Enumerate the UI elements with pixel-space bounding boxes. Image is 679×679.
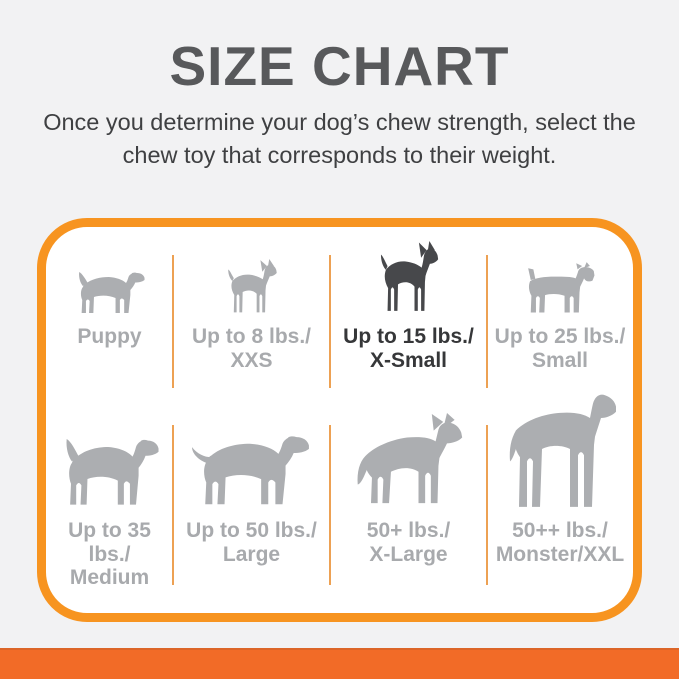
shepherd-dog-icon <box>352 413 466 511</box>
size-label-medium <box>46 519 173 590</box>
subtitle-line-1: Once you determine your dog’s chew strength, select the <box>43 109 636 135</box>
size-label-line-1: Up to 8 lbs./ <box>191 325 311 348</box>
size-label-line-2: X-Large <box>369 542 448 566</box>
size-label-line-1: Up to 50 lbs./ <box>186 519 317 542</box>
page-title: SIZE CHART <box>169 35 510 97</box>
column-divider <box>329 425 331 585</box>
size-cell-large <box>173 393 330 613</box>
dog-silhouette-box <box>46 393 173 511</box>
dog-silhouette-box <box>330 227 487 317</box>
beagle-dog-icon <box>58 431 162 511</box>
size-cell-puppy <box>46 227 173 393</box>
subtitle <box>0 106 679 172</box>
size-grid-row-top <box>46 227 633 393</box>
size-label-large <box>186 519 317 566</box>
terrier-dog-icon <box>521 261 599 317</box>
size-grid-row-bottom <box>46 393 633 613</box>
size-label-line-2: XXS <box>230 348 273 372</box>
size-label-line-1: Puppy <box>77 325 142 348</box>
size-label-line-1: 50++ lbs./ <box>512 519 608 542</box>
size-label-line-2: Medium <box>69 566 150 589</box>
size-cell-medium <box>46 393 173 613</box>
size-label-line-2: X-Small <box>369 348 448 372</box>
size-cell-x-small <box>330 227 487 393</box>
size-label-x-small <box>343 325 474 372</box>
size-cell-small <box>487 227 633 393</box>
size-cell-x-large <box>330 393 487 613</box>
size-label-monster-xxl <box>496 519 624 566</box>
great-dane-dog-icon <box>500 387 620 511</box>
size-label-line-2: Monster/XXL <box>495 542 625 566</box>
size-label-line-1: Up to 35 lbs./ <box>68 519 151 566</box>
min-pin-dog-icon <box>376 241 442 317</box>
size-cell-xxs <box>173 227 330 393</box>
size-label-puppy <box>77 325 141 349</box>
size-label-line-1: Up to 15 lbs./ <box>343 325 474 348</box>
puppy-dog-icon <box>73 267 147 317</box>
size-label-line-1: 50+ lbs./ <box>366 519 451 542</box>
dog-silhouette-box <box>487 393 633 511</box>
labrador-dog-icon <box>191 427 313 511</box>
dog-silhouette-box <box>173 227 330 317</box>
chihuahua-dog-icon <box>224 259 280 317</box>
dog-silhouette-box <box>487 227 633 317</box>
size-label-line-2: Small <box>531 348 589 372</box>
size-label-small <box>495 325 626 372</box>
dog-silhouette-box <box>173 393 330 511</box>
size-label-line-2: Large <box>222 542 281 566</box>
dog-silhouette-box <box>46 227 173 317</box>
footer-accent-bar <box>0 648 679 679</box>
size-label-x-large <box>367 519 450 566</box>
subtitle-line-2: chew toy that corresponds to their weight. <box>122 142 557 168</box>
column-divider <box>329 255 331 388</box>
dog-silhouette-box <box>330 393 487 511</box>
column-divider <box>486 255 488 388</box>
column-divider <box>172 255 174 388</box>
column-divider <box>172 425 174 585</box>
column-divider <box>486 425 488 585</box>
size-chart-panel <box>37 218 642 622</box>
size-label-xxs <box>192 325 311 372</box>
size-cell-monster-xxl <box>487 393 633 613</box>
size-label-line-1: Up to 25 lbs./ <box>494 325 626 348</box>
